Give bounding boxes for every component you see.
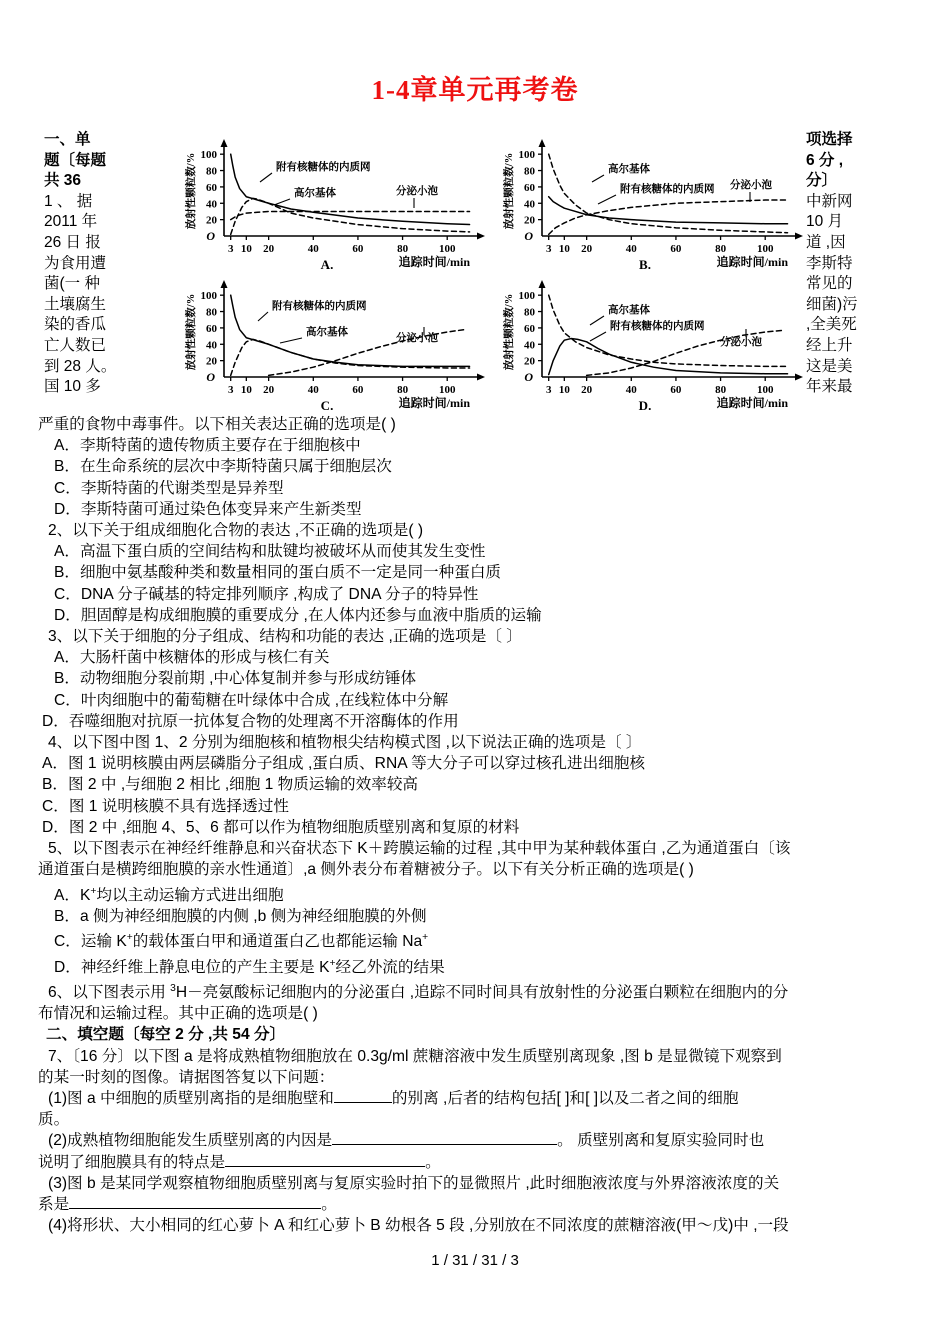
q3-option-b: B．动物细胞分裂前期 ,中心体复制并参与形成纺锤体 <box>54 670 417 688</box>
q5-stem-line2: 通道蛋白是横跨细胞膜的亲水性通道〕,a 侧外表分布着糖被分子。以下有关分析正确的选项是( ) <box>38 861 694 879</box>
q7-sub2-text-c: 说明了细胞膜具有的特点是 <box>38 1153 226 1171</box>
right-line: 中新网 <box>806 192 853 210</box>
left-line: 土壤腐生 <box>44 295 107 313</box>
right-line: 年来最 <box>806 378 853 396</box>
q3-stem: 3、以下关于细胞的分子组成、结构和功能的表达 ,正确的选项是〔 〕 <box>48 628 522 646</box>
x-tick-label: 80 <box>715 243 727 255</box>
q7-sub1-line2: 质。 <box>38 1111 70 1129</box>
x-tick-label: 3 <box>545 384 552 396</box>
label-leader-line <box>590 316 604 325</box>
q7-stem-line2: 的某一时刻的图像。请据图答复以下问题： <box>38 1068 335 1086</box>
y-tick-label: 20 <box>524 214 535 227</box>
y-tick-label: 20 <box>206 214 217 227</box>
section-2-heading: 二、填空题〔每空 2 分 ,共 54 分〕 <box>46 1026 286 1044</box>
left-wrap-column <box>44 130 160 398</box>
y-tick-label: 60 <box>206 322 217 335</box>
y-tick-label: 60 <box>206 181 217 194</box>
left-line: 26 日 报 <box>44 233 101 251</box>
chart-D <box>486 273 804 414</box>
x-tick-label: 40 <box>625 243 637 255</box>
y-tick-label: 80 <box>524 165 535 178</box>
series-line <box>231 211 470 219</box>
right-line: 这是美 <box>806 357 853 375</box>
y-axis-label: 放射性颗粒数/% <box>186 293 197 371</box>
x-tick-label: 10 <box>558 384 570 396</box>
y-tick-label: 100 <box>200 290 217 303</box>
right-line: 经上升 <box>806 336 853 354</box>
series-line <box>231 339 470 375</box>
x-axis-label: 追踪时间/min <box>398 255 470 269</box>
chart-A-svg <box>168 132 486 273</box>
question-body <box>38 414 914 1236</box>
x-tick-label: 3 <box>227 243 234 255</box>
y-tick-label: 40 <box>206 198 217 211</box>
q6-stem-line1 <box>38 978 914 1003</box>
x-tick-label: 80 <box>715 384 727 396</box>
q7-sub3-line2 <box>38 1194 914 1215</box>
superscript: + <box>329 957 336 969</box>
x-tick-label: 3 <box>545 243 552 255</box>
right-line: 李斯特 <box>806 254 853 272</box>
x-tick-label: 100 <box>438 243 456 255</box>
left-line: 1 、 据 <box>44 192 93 210</box>
series-label: 分泌小泡 <box>720 337 762 348</box>
series-label: 高尔基体 <box>306 327 348 338</box>
q5-option-a-text: A．K+均以主动运输方式进出细胞 <box>54 885 284 904</box>
q2-stem: 2、以下关于组成细胞化合物的表达 ,不正确的选项是( ) <box>48 522 424 540</box>
q5-stem-line1: 5、以下图表示在神经纤维静息和兴奋状态下 K＋跨膜运输的过程 ,其中甲为某种载体蛋白 ,乙为通道蛋白〔该 <box>48 840 791 858</box>
q2-option-a: A．高温下蛋白质的空间结构和肽键均被破坏从而使其发生变性 <box>54 543 486 561</box>
y-tick-label: 100 <box>200 149 217 162</box>
y-tick-label: 60 <box>524 181 535 194</box>
chart-B <box>486 132 804 273</box>
right-wrap-column <box>806 130 926 398</box>
q4-stem: 4、以下图中图 1、2 分别为细胞核和植物根尖结构模式图 ,以下说法正确的选项是〔 〕 <box>48 734 642 752</box>
q7-sub3-text-c: 。 <box>321 1196 337 1214</box>
q6-stem-line2: 布情况和运输过程。其中正确的选项是( ) <box>38 1005 318 1023</box>
q3-option-c: C．叶肉细胞中的葡萄糖在叶绿体中合成 ,在线粒体中分解 <box>54 691 449 709</box>
right-line: 6 分 , <box>806 151 844 169</box>
y-tick-label: 60 <box>524 322 535 335</box>
q1-option-d: D．李斯特菌可通过染色体变异来产生新类型 <box>54 500 362 518</box>
origin-label: O <box>206 370 215 384</box>
q2-option-d: D．胆固醇是构成细胞膜的重要成分 ,在人体内还参与血液中脂质的运输 <box>54 606 542 624</box>
chart-C-svg <box>168 273 486 414</box>
q7-sub2-text-a: (2)成熟植物细胞能发生质壁别离的内因是 <box>48 1132 333 1150</box>
chart-caption-letter: A. <box>320 257 334 272</box>
y-axis-label: 放射性颗粒数/% <box>186 152 197 230</box>
left-line-text: 共 36 <box>44 172 82 190</box>
x-tick-label: 100 <box>756 384 774 396</box>
y-axis-label: 放射性颗粒数/% <box>504 152 515 230</box>
y-tick-label: 40 <box>524 339 535 352</box>
y-tick-label: 100 <box>518 149 535 162</box>
q3-option-d: D．吞噬细胞对抗原一抗体复合物的处理离不开溶酶体的作用 <box>42 712 459 730</box>
x-tick-label: 80 <box>397 384 409 396</box>
answer-blank[interactable] <box>225 1166 425 1167</box>
q1-stem: 严重的食物中毒事件。以下相关表达正确的选项是( ) <box>38 416 396 433</box>
x-tick-label: 100 <box>438 384 456 396</box>
x-tick-label: 80 <box>397 243 409 255</box>
q5-option-d-text: D．神经纤维上静息电位的产生主要是 K+经乙外流的结果 <box>54 957 445 976</box>
y-tick-label: 100 <box>518 290 535 303</box>
left-line-text: 一、单 <box>44 131 91 148</box>
q7-sub2-line1 <box>38 1130 914 1151</box>
left-line <box>44 130 160 151</box>
y-tick-label: 80 <box>206 165 217 178</box>
superscript: + <box>90 885 97 897</box>
label-leader-line <box>280 338 302 343</box>
q4-option-a: A．图 1 说明核膜由两层磷脂分子组成 ,蛋白质、RNA 等大分子可以穿过核孔进出细胞核 <box>42 755 645 773</box>
answer-blank[interactable] <box>69 1208 321 1209</box>
series-label: 附有核糖体的内质网 <box>272 301 367 312</box>
q5-option-d <box>38 952 914 977</box>
left-line: 到 28 人。 <box>44 357 117 375</box>
left-line: 国 10 多 <box>44 378 101 396</box>
right-line: 常见的 <box>806 275 853 293</box>
q1-option-a: A．李斯特菌的遗传物质主要存在于细胞核中 <box>54 437 361 455</box>
x-tick-label: 20 <box>263 384 275 396</box>
origin-label: O <box>524 370 533 384</box>
label-leader-line <box>260 173 272 182</box>
right-line: 分〕 <box>806 172 838 190</box>
x-tick-label: 10 <box>558 243 570 255</box>
answer-blank[interactable] <box>334 1102 392 1103</box>
q4-option-c: C．图 1 说明核膜不具有选择透过性 <box>42 797 289 815</box>
chart-A <box>168 132 486 273</box>
label-leader-line <box>592 175 604 182</box>
x-tick-label: 60 <box>670 243 682 255</box>
page-footer: 1 / 31 / 31 / 3 <box>431 1252 519 1269</box>
q3-option-a: A．大肠杆菌中核糖体的形成与核仁有关 <box>54 649 330 667</box>
q7-sub1-text-b: 的别离 ,后者的结构包括[ ]和[ ]以及二者之间的细胞 <box>391 1090 739 1108</box>
origin-label: O <box>206 229 215 243</box>
x-tick-label: 100 <box>756 243 774 255</box>
series-label: 高尔基体 <box>608 305 650 316</box>
left-line: 菌(一 种 <box>44 275 100 293</box>
q5-option-a <box>38 880 914 905</box>
q5-option-b: B．a 侧为神经细胞膜的内侧 ,b 侧为神经细胞膜的外侧 <box>54 907 427 925</box>
superscript: + <box>126 932 133 944</box>
q7-sub1-line1 <box>38 1088 914 1109</box>
x-axis-label: 追踪时间/min <box>716 396 788 410</box>
q7-stem-line1: 7、〔16 分〕以下图 a 是将成熟植物细胞放在 0.3g/ml 蔗糖溶液中发生质壁别离现象 ,图 b 是显微镜下观察到 <box>48 1047 782 1065</box>
x-tick-label: 10 <box>240 243 252 255</box>
x-tick-label: 10 <box>240 384 252 396</box>
q7-sub3-line1: (3)图 b 是某同学观察植物细胞质壁别离与复原实验时拍下的显微照片 ,此时细胞液浓度与外界溶液浓度的关 <box>48 1174 780 1192</box>
x-tick-label: 40 <box>625 384 637 396</box>
q7-sub2-line2 <box>38 1152 914 1173</box>
series-label: 分泌小泡 <box>730 180 772 191</box>
series-label: 分泌小泡 <box>396 186 438 197</box>
q7-sub1-text-a: (1)图 a 中细胞的质壁别离指的是细胞壁和 <box>48 1090 334 1108</box>
q7-sub2-text-b: 。 质壁别离和复原实验同时也 <box>557 1132 765 1150</box>
series-label: 附有核糖体的内质网 <box>276 162 371 173</box>
figure-group-q6 <box>168 132 804 414</box>
right-line: ,全美死 <box>806 316 857 334</box>
series-label: 附有核糖体的内质网 <box>620 184 715 195</box>
right-line: 细菌)污 <box>806 295 858 313</box>
x-tick-label: 20 <box>581 243 593 255</box>
y-tick-label: 40 <box>524 198 535 211</box>
x-tick-label: 60 <box>670 384 682 396</box>
y-tick-label: 20 <box>206 355 217 368</box>
q5-option-c <box>38 927 914 952</box>
chart-D-svg <box>486 273 804 414</box>
label-leader-line <box>598 195 616 204</box>
y-tick-label: 20 <box>524 355 535 368</box>
left-line: 2011 年 <box>44 213 98 231</box>
superscript: 3 <box>170 982 176 994</box>
right-line: 道 ,因 <box>806 233 846 251</box>
x-axis-label: 追踪时间/min <box>398 396 470 410</box>
x-tick-label: 40 <box>307 243 319 255</box>
x-tick-label: 20 <box>581 384 593 396</box>
q6-stem-line1-text: 6、以下图表示用 $^3$H－亮氨酸标记细胞内的分泌蛋白 ,追踪不同时间具有放射性的分泌蛋白颗粒在细胞内的分 <box>48 982 789 1002</box>
label-leader-line <box>274 199 290 205</box>
right-line: 10 月 <box>806 213 844 231</box>
left-line <box>44 171 160 192</box>
label-leader-line <box>590 332 606 341</box>
x-tick-label: 3 <box>227 384 234 396</box>
left-line <box>44 151 160 172</box>
q4-option-b: B．图 2 中 ,与细胞 2 相比 ,细胞 1 物质运输的效率较高 <box>42 776 419 794</box>
left-line: 为食用遭 <box>44 254 107 272</box>
series-label: 附有核糖体的内质网 <box>610 321 705 332</box>
x-tick-label: 40 <box>307 384 319 396</box>
q1-option-c: C．李斯特菌的代谢类型是异养型 <box>54 479 284 497</box>
superscript: + <box>422 932 429 944</box>
left-line: 染的香瓜 <box>44 316 107 334</box>
q7-sub4: (4)将形状、大小相同的红心萝卜 A 和红心萝卜 B 幼根各 5 段 ,分别放在不同浓度的蔗糖溶液(甲～戊)中 ,一段 <box>48 1217 789 1235</box>
page-title: 1-4章单元再考卷 <box>371 75 579 105</box>
q7-sub3-text-b: 系是 <box>38 1196 70 1214</box>
series-label: 高尔基体 <box>294 188 336 199</box>
q4-option-d: D．图 2 中 ,细胞 4、5、6 都可以作为植物细胞质壁别离和复原的材料 <box>42 818 520 836</box>
chart-C <box>168 273 486 414</box>
y-tick-label: 40 <box>206 339 217 352</box>
series-line <box>549 200 788 234</box>
chart-caption-letter: D. <box>638 398 652 413</box>
q2-option-c: C．DNA 分子碱基的特定排列顺序 ,构成了 DNA 分子的特异性 <box>54 585 479 603</box>
left-line: 亡人数已 <box>44 336 107 354</box>
q1-option-b: B．在生命系统的层次中李斯特菌只属于细胞层次 <box>54 458 392 476</box>
q5-option-c-text: C．运输 K+的载体蛋白甲和通道蛋白乙也都能运输 Na+ <box>54 932 429 951</box>
label-leader-line <box>258 312 268 321</box>
x-axis-label: 追踪时间/min <box>716 255 788 269</box>
x-tick-label: 60 <box>352 384 364 396</box>
y-axis-label: 放射性颗粒数/% <box>504 293 515 371</box>
chart-caption-letter: C. <box>320 398 334 413</box>
q2-option-b: B．细胞中氨基酸种类和数量相同的蛋白质不一定是同一种蛋白质 <box>54 564 502 582</box>
y-tick-label: 80 <box>524 306 535 319</box>
right-line: 项选择 <box>806 131 853 148</box>
answer-blank[interactable] <box>332 1144 557 1145</box>
series-label: 高尔基体 <box>608 164 650 175</box>
y-tick-label: 80 <box>206 306 217 319</box>
x-tick-label: 60 <box>352 243 364 255</box>
chart-B-svg <box>486 132 804 273</box>
series-label: 分泌小泡 <box>396 333 438 344</box>
origin-label: O <box>524 229 533 243</box>
chart-caption-letter: B. <box>639 257 651 272</box>
left-line-text: 题〔每题 <box>44 151 107 169</box>
q7-sub2-text-d: 。 <box>425 1153 441 1171</box>
x-tick-label: 20 <box>263 243 275 255</box>
